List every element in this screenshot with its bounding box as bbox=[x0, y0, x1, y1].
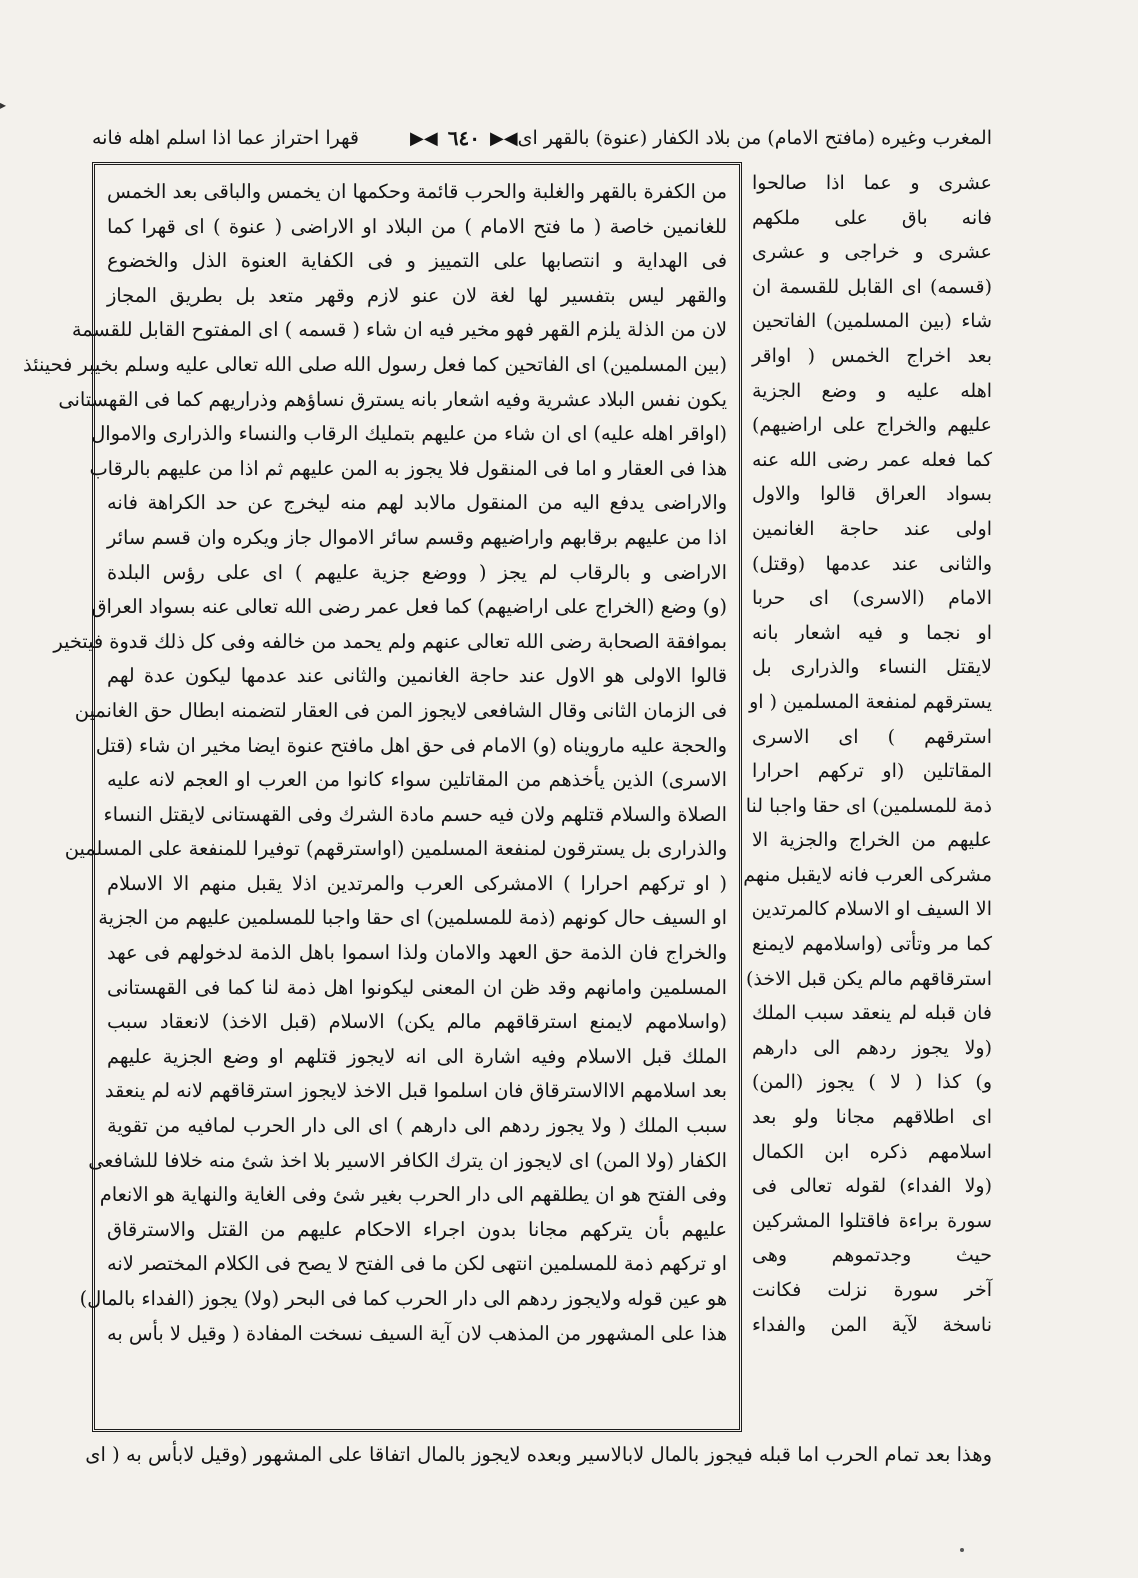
page-edge-mark: ▸ bbox=[0, 98, 7, 112]
margin-text-line: بسواد العراق قالوا والاول bbox=[752, 483, 992, 506]
main-text-line: هذا على المشهور من المذهب لان آية السيف نسخت المفادة ( وقيل لا بأس به bbox=[107, 1321, 727, 1345]
main-text-line: سبب الملك ( ولا يجوز ردهم الى دارهم ) اى الى دار الحرب لمافيه من تقوية bbox=[107, 1114, 727, 1138]
main-text-line: (و) وضع (الخراج على اراضيهم) كما فعل عمر رضى الله تعالى عنه بسواد العراق bbox=[91, 595, 727, 619]
margin-text-line: اهله عليه و وضع الجزية bbox=[752, 379, 992, 402]
main-text-line: الاسرى) الذين يأخذهم من المقاتلين سواء كانوا من العرب او العجم لانه عليه bbox=[107, 768, 727, 792]
margin-text-line: فانه باق على ملكهم bbox=[752, 206, 992, 229]
main-text-line: الكفار (ولا المن) اى لايجوز ان يترك الكافر الاسير بلا اخذ شئ منه خلافا للشافعى bbox=[88, 1148, 727, 1172]
marginal-commentary bbox=[743, 166, 992, 1436]
main-text-line: وفى الفتح هو ان يطلقهم الى دار الحرب بغير شئ وفى الغاية والنهاية هو الانعام bbox=[99, 1183, 727, 1207]
main-text-line: والحجة عليه مارويناه (و) الامام فى حق اهل مافتح عنوة ايضا مخير ان شاء (قتل bbox=[95, 733, 727, 757]
margin-text-line: اولى عند حاجة الغانمين bbox=[752, 517, 992, 540]
margin-text-line: ناسخة لآية المن والفداء bbox=[752, 1313, 992, 1336]
margin-text-line: لايقتل النساء والذرارى بل bbox=[752, 656, 992, 679]
margin-text-line: سورة براءة فاقتلوا المشركين bbox=[752, 1209, 992, 1232]
main-text-line: او السيف حال كونهم (ذمة للمسلمين) اى حقا واجبا للمسلمين عليهم من الجزية bbox=[98, 906, 727, 930]
page-speck bbox=[960, 1548, 964, 1552]
margin-text-line: استرقهم ) اى الاسرى bbox=[752, 725, 992, 748]
main-text-line: المسلمين وامانهم وقد ظن ان المعنى ليكونوا اهل ذمة لنا كما فى القهستانى bbox=[107, 975, 727, 999]
running-header bbox=[92, 118, 992, 158]
margin-text-line: الا السيف او الاسلام كالمرتدين bbox=[751, 898, 992, 921]
main-text-line: (بين المسلمين) اى الفاتحين كما فعل رسول الله صلى الله تعالى عليه وسلم بخيبر فحينئذ bbox=[23, 352, 727, 376]
margin-text-line: حيث وجدتموهم وهى bbox=[752, 1244, 992, 1267]
main-commentary-box bbox=[23, 162, 742, 1432]
main-text-line: الملك قبل الاسلام وفيه اشارة الى انه لايجوز قتلهم او وضع الجزية عليهم bbox=[107, 1044, 727, 1068]
margin-text-line: مشركى العرب فانه لايقبل منهم bbox=[743, 863, 992, 886]
margin-text-line: استرقاقهم مالم يكن قبل الاخذ) bbox=[745, 967, 992, 990]
main-text-line: للغانمين خاصة ( ما فتح الامام ) من البلاد او الاراضى ( عنوة ) اى قهرا كما bbox=[107, 214, 727, 238]
main-text-line: قالوا الاولى هو الاول عند حاجة الغانمين والثانى عند عدمها ليكون عدة لهم bbox=[107, 664, 727, 688]
margin-text-line: و) كذا ( لا ) يجوز (المن) bbox=[752, 1071, 992, 1094]
main-text-line: هو عين قوله ولايجوز ردهم الى دار الحرب كما فى البحر (ولا) يجوز (الفداء بالمال) bbox=[79, 1287, 727, 1310]
margin-text-line: فان قبله لم ينعقد سبب الملك bbox=[752, 1002, 992, 1025]
main-text-line: فى الهداية و انتصابها على التمييز و فى الكفاية العنوة الذل والخضوع bbox=[107, 249, 727, 273]
main-text-line: لان من الذلة يلزم القهر فهو مخير فيه ان شاء ( قسمه ) اى المفتوح القابل للقسمة bbox=[71, 318, 727, 342]
footer-continuation bbox=[85, 1438, 992, 1472]
main-text-line: (واسلامهم لايمنع استرقاقهم مالم يكن) الاسلام (قبل الاخذ) لانعقاد سبب bbox=[107, 1010, 727, 1034]
main-text-block bbox=[23, 175, 727, 1351]
margin-text-line: الامام (الاسرى) اى حربا bbox=[752, 587, 992, 610]
margin-text-line: يسترقهم لمنفعة المسلمين ( او bbox=[749, 690, 992, 713]
margin-text-line: ذمة للمسلمين) اى حقا واجبا لنا bbox=[745, 794, 992, 817]
main-text-line: والاراضى يدفع اليه من المنقول مالابد لهم منه ليخرج عن حد الكراهة فانه bbox=[107, 491, 727, 515]
main-text-line: والذرارى بل يسترقون لمنفعة المسلمين (اواسترقهم) توفيرا للمنفعة على المسلمين bbox=[64, 837, 727, 861]
main-text-line: والخراج فان الذمة حق العهد والامان ولذا اسموا باهل الذمة لدخولهم فى عهد bbox=[107, 941, 727, 965]
main-text-line: من الكفرة بالقهر والغلبة والحرب قائمة وحكمها ان يخمس والباقى بعد الخمس bbox=[107, 180, 727, 203]
margin-text-line: والثانى عند عدمها (وقتل) bbox=[752, 552, 992, 575]
main-text-line: فى الزمان الثانى وقال الشافعى لايجوز المن فى العقار لتضمنه ابطال حق الغانمين bbox=[74, 698, 727, 722]
header-right-text: المغرب وغيره (مافتح الامام) من بلاد الكفار (عنوة) بالقهر اى bbox=[517, 127, 992, 149]
main-text-line: ( او تركهم احرارا ) الامشركى العرب والمرتدين اذلا يقبل منهم الا الاسلام bbox=[107, 871, 727, 895]
main-text-line: هذا فى العقار و اما فى المنقول فلا يجوز به المن عليهم ثم اذا من عليهم بالرقاب bbox=[89, 456, 727, 480]
margin-text-line: (ولا يجوز ردهم الى دارهم bbox=[752, 1036, 992, 1059]
margin-text-line: او نجما و فيه اشعار بانه bbox=[752, 621, 992, 644]
main-text-line: (اواقر اهله عليه) اى ان شاء من عليهم بتمليك الرقاب والنساء والذرارى والاموال bbox=[91, 422, 727, 446]
margin-text-line: المقاتلين (او تركهم احرارا bbox=[752, 760, 992, 783]
main-text-line: الاراضى و بالرقاب لم يجز ( ووضع جزية عليهم ) اى على رؤس البلدة bbox=[107, 560, 727, 584]
main-text-line: بعد اسلامهم الاالاسترقاق فان اسلموا قبل الاخذ لايجوز استرقاقهم لانه لم ينعقد bbox=[104, 1079, 727, 1103]
page-number-ornament bbox=[410, 126, 518, 150]
margin-text-line: عليهم من الخراج والجزية الا bbox=[752, 829, 992, 852]
margin-text-line: آخر سورة نزلت فكانت bbox=[752, 1279, 992, 1301]
main-text-line: بموافقة الصحابة رضى الله تعالى عنهم ولم يحمد من خالفه وفى كل ذلك قدوة فيتخير bbox=[53, 629, 727, 653]
margin-text-line: عشرى و خراجى و عشرى bbox=[752, 241, 992, 264]
margin-text-line: شاء (بين المسلمين) الفاتحين bbox=[752, 310, 992, 333]
main-text-line: او تركهم ذمة للمسلمين انتهى لكن ما فى الفتح لا يصح فى الكلام المختصر لانه bbox=[107, 1252, 727, 1276]
ornament-right-icon: ◀▶ bbox=[410, 127, 438, 149]
margin-text-line: كما مر وتأتى (واسلامهم لايمنع bbox=[752, 933, 992, 956]
margin-text-line: كما فعله عمر رضى الله عنه bbox=[752, 448, 992, 471]
footer-text-line: وهذا بعد تمام الحرب اما قبله فيجوز بالمال لابالاسير وبعده لايجوز بالمال اتفاقا على المشهور (وقيل لابأس به ( اى bbox=[85, 1443, 992, 1466]
ornament-left-icon: ◀▶ bbox=[489, 127, 518, 149]
margin-text-line: اى اطلاقهم مجانا ولو بعد bbox=[752, 1106, 992, 1129]
margin-text-line: (قسمه) اى القابل للقسمة ان bbox=[752, 275, 992, 298]
page-number: ٦٤٠ bbox=[447, 126, 480, 150]
main-text-line: اذا من عليهم برقابهم واراضيهم وقسم سائر الاموال جاز ويكره وان قسم سائر bbox=[107, 525, 727, 549]
main-text-line: الصلاة والسلام قتلهم ولان فيه حسم مادة الشرك وفى القهستانى لايقتل النساء bbox=[103, 802, 727, 826]
main-text-line: والقهر ليس بتفسير لها لغة لان عنو لازم وقهر متعد بل بطريق المجاز bbox=[107, 283, 727, 307]
main-text-line: عليهم بأن يتركهم مجانا بدون اجراء الاحكام عليهم من القتل والاسترقاق bbox=[107, 1217, 727, 1241]
margin-text-line: عشرى و عما اذا صالحوا bbox=[752, 172, 992, 194]
margin-text-line: اسلامهم ذكره ابن الكمال bbox=[752, 1140, 992, 1163]
main-text-line: يكون نفس البلاد عشرية وفيه اشعار بانه يسترق نساؤهم وذراريهم كما فى القهستانى bbox=[58, 387, 727, 411]
header-left-text: قهرا احتراز عما اذا اسلم اهله فانه bbox=[92, 127, 359, 149]
margin-text-line: (ولا الفداء) لقوله تعالى فى bbox=[752, 1175, 992, 1198]
margin-text-line: عليهم والخراج على اراضيهم) bbox=[752, 414, 992, 437]
margin-text-line: بعد اخراج الخمس ( اواقر bbox=[752, 344, 992, 367]
